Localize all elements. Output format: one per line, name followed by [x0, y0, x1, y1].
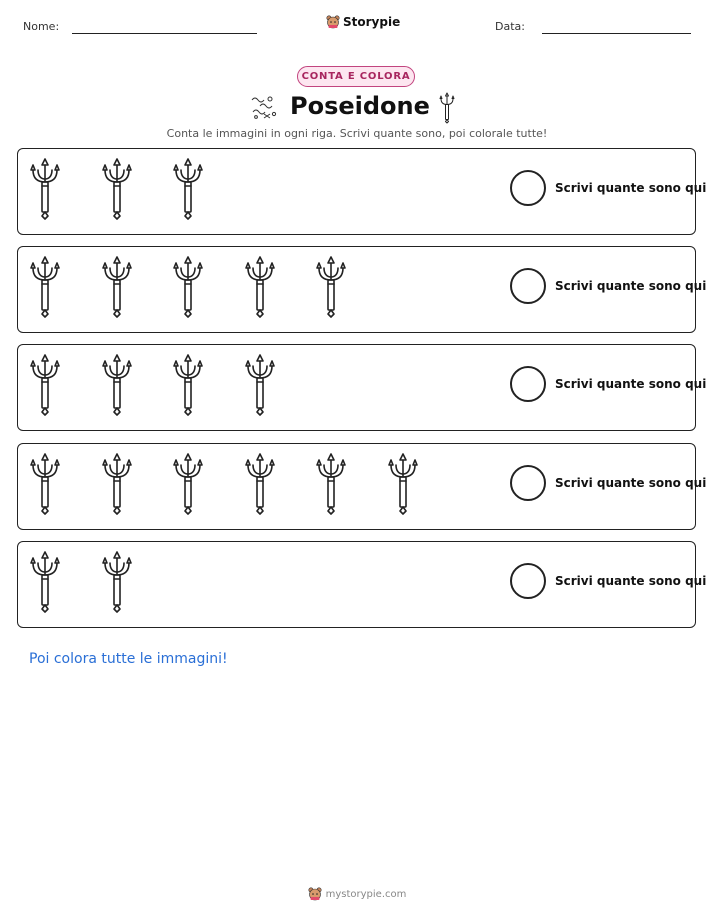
trident-icon[interactable] — [315, 255, 347, 319]
trident-icon[interactable] — [172, 452, 204, 516]
date-label: Data: — [495, 20, 525, 33]
trident-icon[interactable] — [244, 255, 276, 319]
brand-logo — [326, 15, 400, 29]
trident-icon[interactable] — [101, 255, 133, 319]
answer-circle[interactable] — [510, 366, 546, 402]
bear-mascot-icon — [308, 887, 322, 901]
instructions: Conta le immagini in ogni riga. Scrivi quante sono, poi colorale tutte! — [166, 127, 548, 140]
trident-icon[interactable] — [172, 353, 204, 417]
trident-icon[interactable] — [29, 452, 61, 516]
page-title: Poseidone — [290, 92, 430, 120]
footer-brand — [0, 887, 714, 901]
trident-icon[interactable] — [244, 452, 276, 516]
answer-circle[interactable] — [510, 563, 546, 599]
name-label: Nome: — [23, 20, 60, 33]
trident-icon — [438, 92, 456, 124]
brand-name: Storypie — [343, 15, 401, 29]
counting-row — [17, 443, 707, 530]
trident-icon[interactable] — [101, 157, 133, 221]
trident-icon[interactable] — [315, 452, 347, 516]
trident-icon[interactable] — [29, 550, 61, 614]
answer-prompt: Scrivi quante sono qui — [555, 475, 707, 490]
answer-prompt: Scrivi quante sono qui — [555, 279, 707, 294]
trident-icon[interactable] — [172, 157, 204, 221]
trident-icon[interactable] — [244, 353, 276, 417]
date-line[interactable] — [542, 33, 691, 34]
counting-row — [17, 541, 707, 628]
trident-icon[interactable] — [101, 353, 133, 417]
answer-prompt: Scrivi quante sono qui — [555, 377, 707, 392]
counting-row — [17, 246, 707, 333]
trident-icon[interactable] — [29, 353, 61, 417]
answer-prompt: Scrivi quante sono qui — [555, 181, 707, 195]
answer-circle[interactable] — [510, 465, 546, 501]
name-line[interactable] — [72, 33, 257, 34]
answer-circle[interactable] — [510, 268, 546, 304]
waves-icon — [250, 94, 278, 120]
trident-icon[interactable] — [101, 550, 133, 614]
trident-icon[interactable] — [101, 452, 133, 516]
activity-badge: CONTA E COLORA — [297, 66, 415, 87]
trident-icon[interactable] — [29, 157, 61, 221]
trident-icon[interactable] — [172, 255, 204, 319]
trident-icon[interactable] — [387, 452, 419, 516]
coloring-note: Poi colora tutte le immagini! — [29, 651, 228, 667]
footer-url: mystorypie.com — [325, 888, 407, 900]
answer-prompt: Scrivi quante sono qui — [555, 573, 707, 588]
trident-icon[interactable] — [29, 255, 61, 319]
counting-row — [17, 148, 707, 235]
counting-row — [17, 344, 707, 431]
bear-mascot-icon — [326, 15, 340, 29]
answer-circle[interactable] — [510, 170, 546, 206]
